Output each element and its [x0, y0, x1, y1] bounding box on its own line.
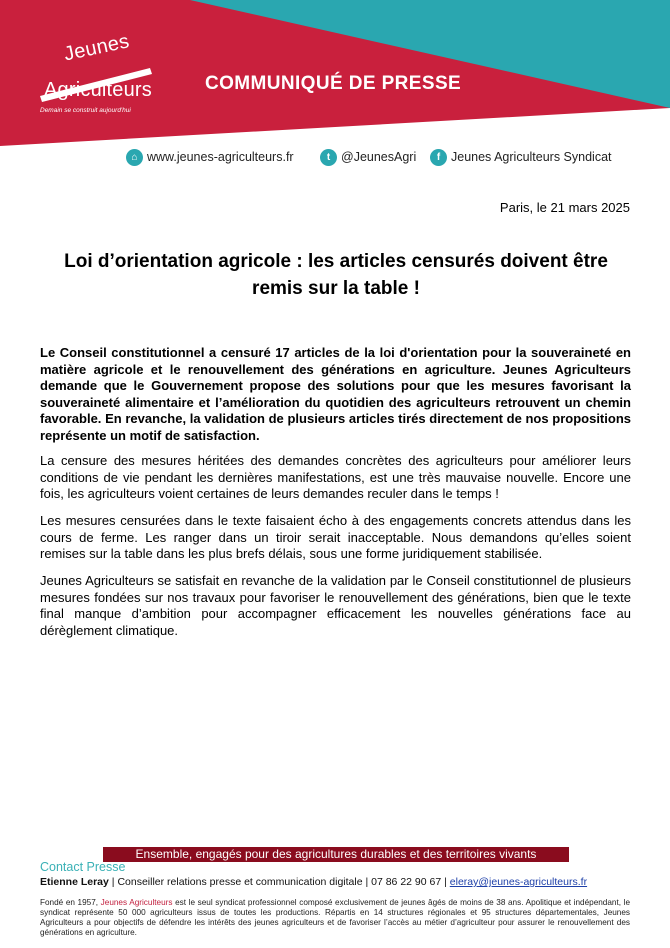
website-text: www.jeunes-agriculteurs.fr [147, 150, 294, 164]
paragraph-2: La censure des mesures héritées des demandes concrètes des agriculteurs pour améliorer leurs conditions de vie pendant les dernières manifestations, est une très mauvaise nouvelle. Encore une fois, les agriculteurs voient certaines de leurs demandes reculer dans le temps ! [40, 453, 631, 501]
title-line-2: remis sur la table ! [252, 278, 420, 299]
paragraph-4: Jeunes Agriculteurs se satisfait en revanche de la validation par le Conseil constitutionnel de plusieurs mesures fondées sur nos travaux pour favoriser le renouvellement des générations, bien que le texte final manque d’ambition pour accompagner efficacement les nouvelles générations face au dérèglement climatique. [40, 573, 631, 638]
press-release-title: COMMUNIQUÉ DE PRESSE [205, 73, 462, 94]
contact-email-link[interactable]: eleray@jeunes-agriculteurs.fr [449, 876, 588, 888]
contact-role: | Conseiller relations presse et communication digitale | 07 86 22 90 67 | [111, 876, 447, 888]
title-line-1: Loi d’orientation agricole : les articles censurés doivent être [64, 251, 608, 272]
date-line: Paris, le 21 mars 2025 [499, 200, 630, 215]
web-icon: ⌂ [126, 149, 143, 166]
about-brand: Jeunes Agriculteurs [100, 898, 173, 907]
facebook-link[interactable] [430, 146, 612, 168]
paragraph-3: Les mesures censurées dans le texte faisaient écho à des engagements concrets attendus dans les cours de ferme. Les ranger dans un tiroir serait inacceptable. Nous demandons qu’elles soient remises sur la table dans les plus brefs délais, sous une forme juridiquement stabilisée. [40, 513, 631, 561]
contact-line [40, 876, 587, 888]
logo-tagline: Demain se construit aujourd'hui [40, 107, 131, 114]
page-title [36, 248, 636, 302]
logo-word-jeunes: Jeunes [62, 30, 132, 66]
facebook-text: Jeunes Agriculteurs Syndicat [451, 150, 612, 164]
website-link[interactable] [126, 146, 294, 168]
contact-heading: Contact Presse [40, 860, 126, 874]
facebook-icon: f [430, 149, 447, 166]
twitter-link[interactable] [320, 146, 416, 168]
contact-name: Etienne Leray [40, 876, 109, 888]
twitter-icon: t [320, 149, 337, 166]
logo-word-agriculteurs: Agriculteurs [44, 79, 152, 101]
about-prefix: Fondé en 1957, [40, 898, 99, 907]
twitter-text: @JeunesAgri [341, 150, 417, 164]
about-body: est le seul syndicat professionnel composé exclusivement de jeunes âgés de moins de 38 ans. Apolitique et indépendant, le syndicat représente 50 000 agriculteurs issus de toutes les productions. Répartis en 14 structures régionales et 95 structures départementales, Jeunes Agriculteurs a pour objectifs de défendre les intérêts des jeunes agriculteurs et de favoriser l’accès au métier d’agriculteur pour assurer le renouvellement des générations en agriculture. [40, 898, 630, 937]
lead-paragraph: Le Conseil constitutionnel a censuré 17 articles de la loi d'orientation pour la souveraineté en matière agricole et le renouvellement des générations en agriculture. Jeunes Agriculteurs demande que le Gouvernement propose des solutions pour que les mesures favorisant la souveraineté alimentaire et l’amélioration du quotidien des agriculteurs retrouvent un chemin favorable. En revanche, la validation de plusieurs articles tirés directement de nos propositions représente un motif de satisfaction. [40, 345, 631, 443]
header-banner [0, 0, 670, 150]
about-text [40, 898, 630, 938]
slogan-banner: Ensemble, engagés pour des agricultures durables et des territoires vivants [103, 847, 569, 862]
